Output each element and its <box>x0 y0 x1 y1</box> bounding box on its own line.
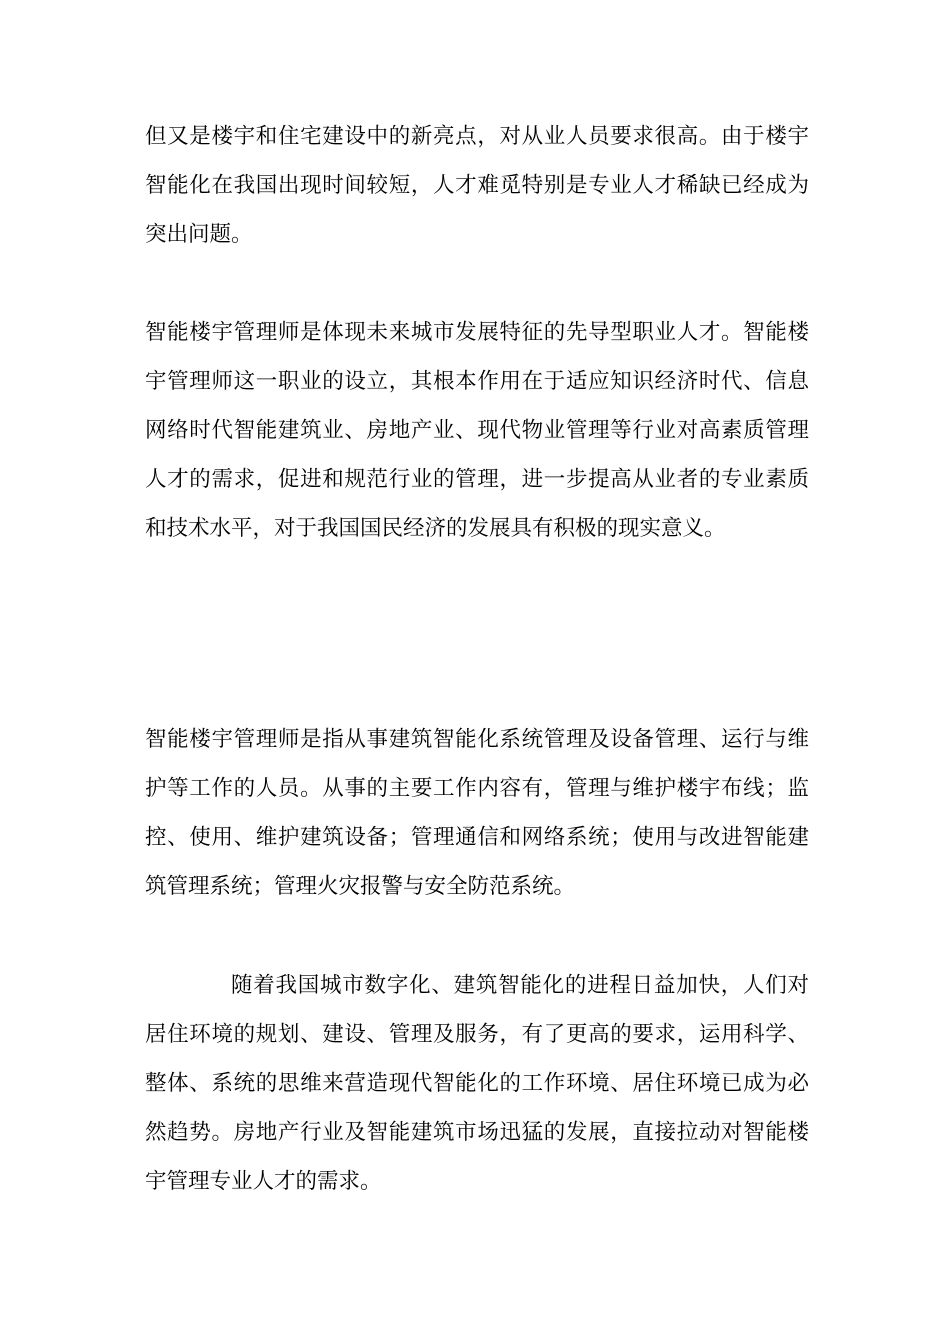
text-line: 宇管理师这一职业的设立，其根本作用在于适应知识经济时代、信息 <box>145 369 809 394</box>
text-line: 宇管理专业人才的需求。 <box>145 1169 382 1194</box>
text-line: 智能楼宇管理师是指从事建筑智能化系统管理及设备管理、运行与维 <box>145 727 809 752</box>
text-line: 但又是楼宇和住宅建设中的新亮点，对从业人员要求很高。由于楼宇 <box>145 124 809 149</box>
paragraph-4 <box>145 961 809 1206</box>
text-line: 智能楼宇管理师是体现未来城市发展特征的先导型职业人才。智能楼 <box>145 320 809 345</box>
text-line: 人才的需求，促进和规范行业的管理，进一步提高从业者的专业素质 <box>145 467 809 492</box>
text-line: 控、使用、维护建筑设备；管理通信和网络系统；使用与改进智能建 <box>145 825 809 850</box>
text-line: 然趋势。房地产行业及智能建筑市场迅猛的发展，直接拉动对智能楼 <box>145 1120 809 1145</box>
paragraph-2 <box>145 308 809 553</box>
text-line: 智能化在我国出现时间较短，人才难觅特别是专业人才稀缺已经成为 <box>145 173 809 198</box>
text-line: 随着我国城市数字化、建筑智能化的进程日益加快，人们对 <box>231 973 809 998</box>
paragraph-1 <box>145 112 809 259</box>
paragraph-3 <box>145 715 809 911</box>
text-line: 和技术水平，对于我国国民经济的发展具有积极的现实意义。 <box>145 516 726 541</box>
text-line: 网络时代智能建筑业、房地产业、现代物业管理等行业对高素质管理 <box>145 418 809 443</box>
text-line: 护等工作的人员。从事的主要工作内容有，管理与维护楼宇布线；监 <box>145 776 809 801</box>
text-line: 突出问题。 <box>145 222 253 247</box>
text-line: 筑管理系统；管理火灾报警与安全防范系统。 <box>145 874 576 899</box>
text-line: 整体、系统的思维来营造现代智能化的工作环境、居住环境已成为必 <box>145 1071 809 1096</box>
text-line: 居住环境的规划、建设、管理及服务，有了更高的要求，运用科学、 <box>145 1022 809 1047</box>
